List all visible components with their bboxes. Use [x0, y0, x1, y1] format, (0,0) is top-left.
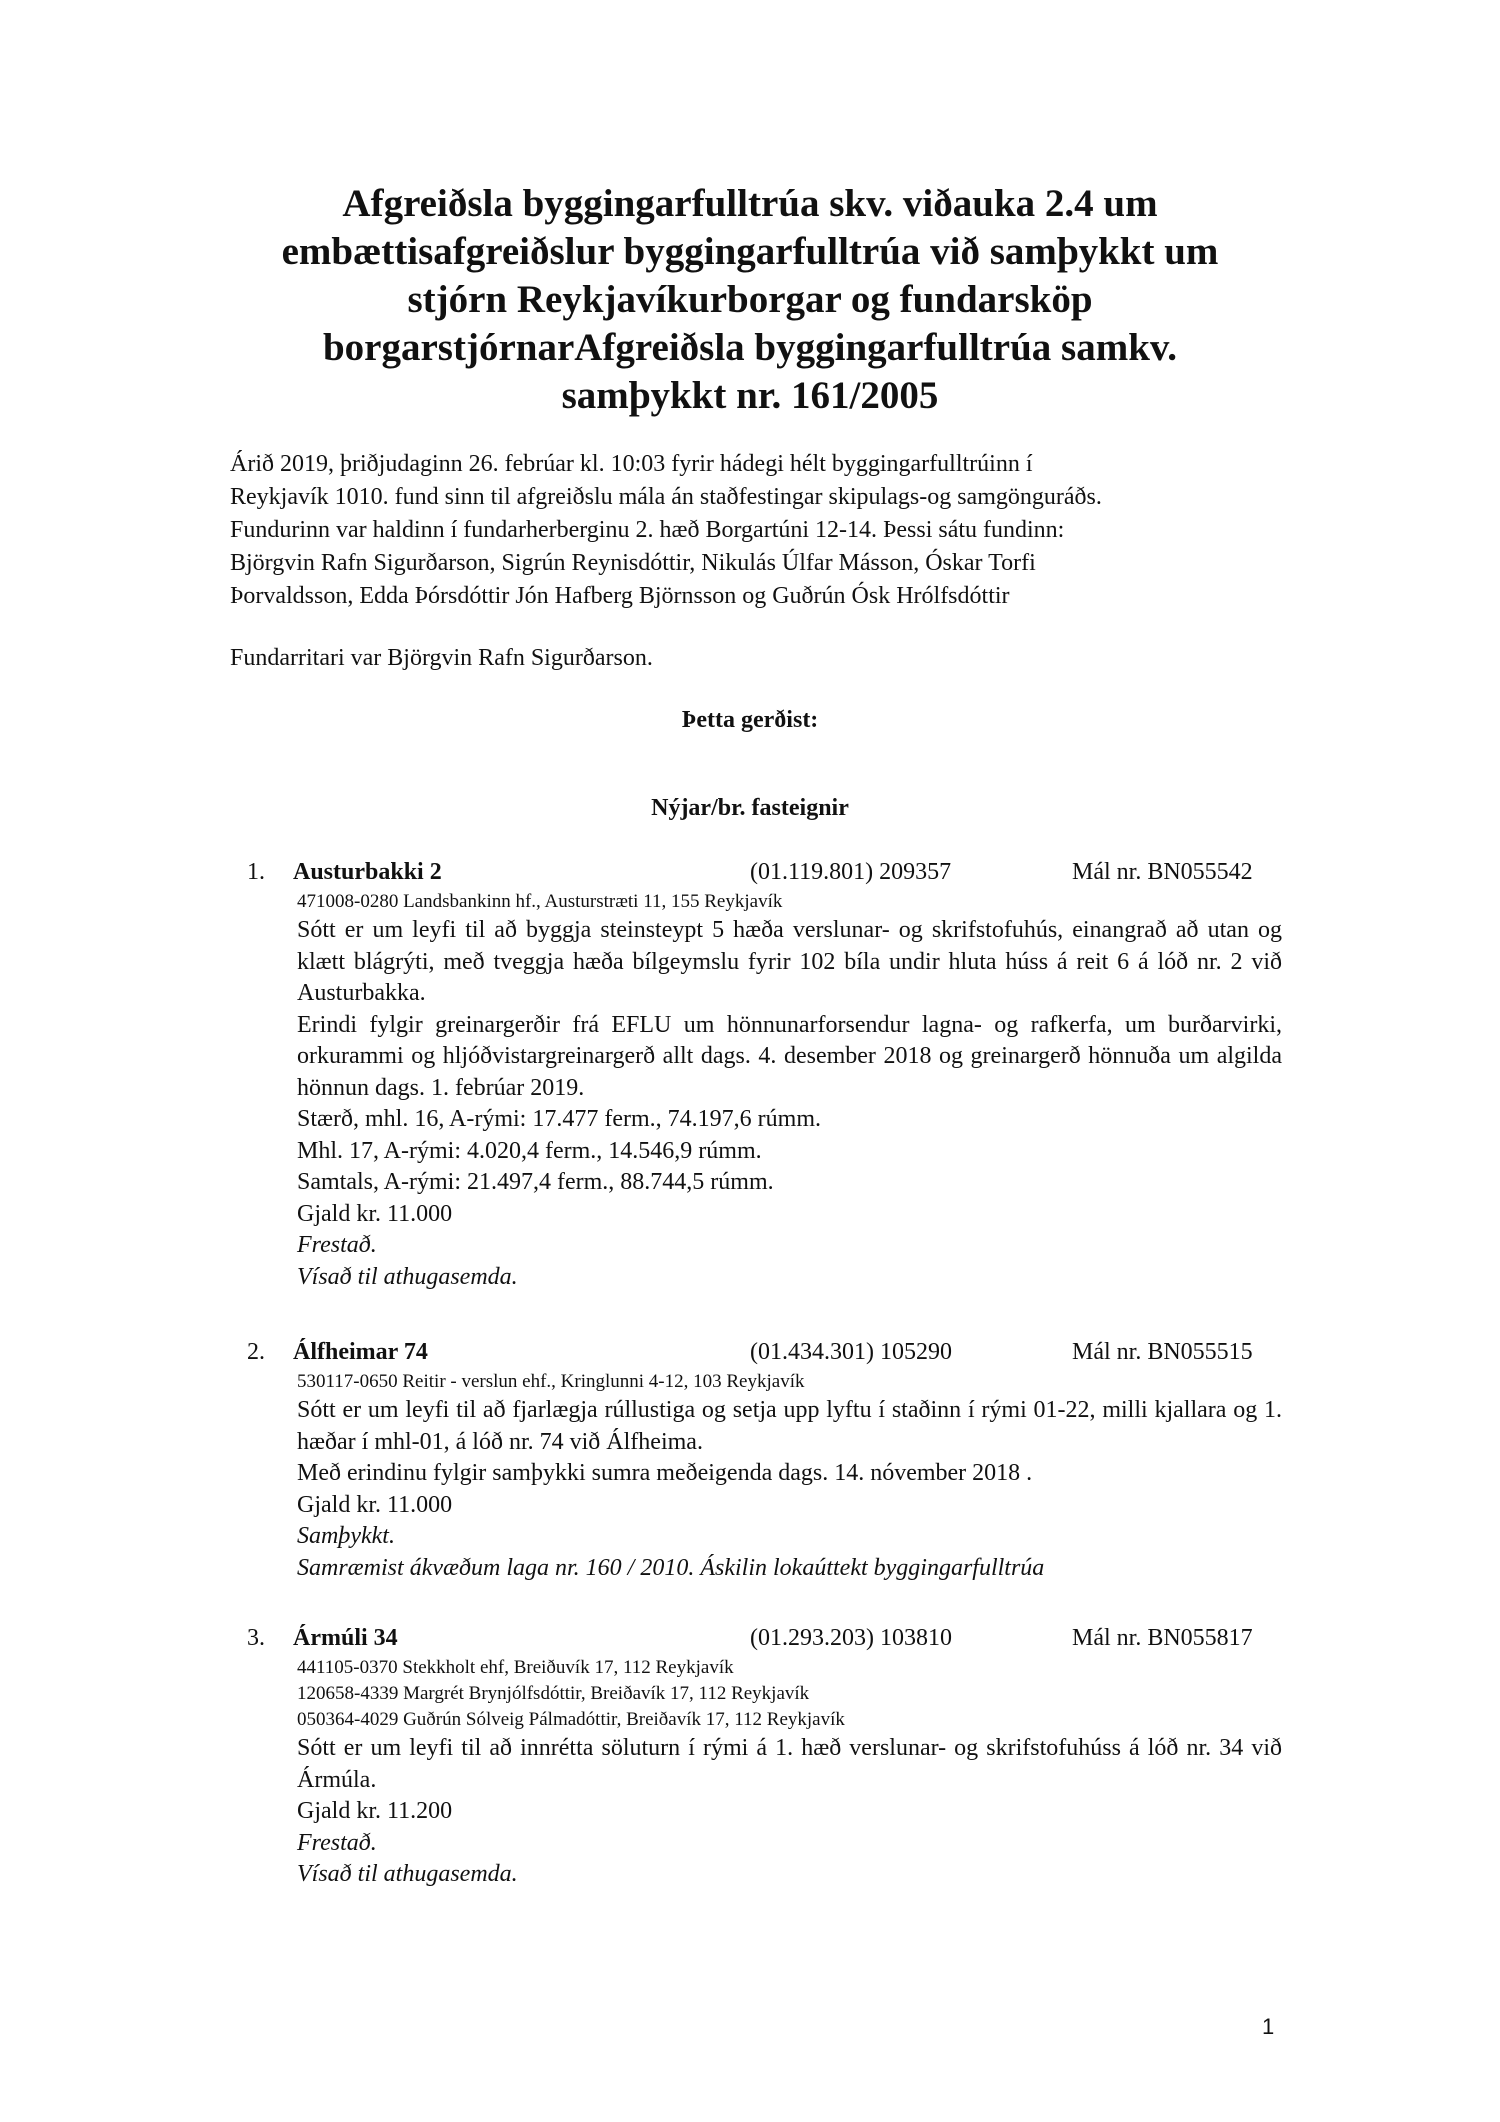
case-item [0, 856, 1500, 1293]
fee-line: Gjald kr. 11.200 [297, 1798, 453, 1824]
title-line: samþykkt nr. 161/2005 [561, 374, 939, 417]
case-body [297, 1655, 1282, 1891]
owner-line: 441105-0370 Stekkholt ehf, Breiðuvík 17, 112 Reykjavík [297, 1657, 734, 1678]
intro-line: Reykjavík 1010. fund sinn til afgreiðslu mála án staðfestingar skipulags-og samgönguráðs. [230, 484, 1102, 510]
size-line: Samtals, A-rými: 21.497,4 ferm., 88.744,5 rúmm. [297, 1169, 774, 1195]
case-reference: Mál nr. BN055817 [1072, 1625, 1253, 1651]
owner-line: 050364-4029 Guðrún Sólveig Pálmadóttir, Breiðavík 17, 112 Reykjavík [297, 1709, 845, 1730]
title-line: stjórn Reykjavíkurborgar og fundarsköp [407, 278, 1093, 321]
happened-heading: Þetta gerðist: [681, 707, 819, 733]
case-header [0, 1622, 1500, 1655]
case-description: Sótt er um leyfi til að fjarlægja rúllustiga og setja upp lyftu í staðinn í rými 01-22, milli kjallara og 1. hæðar í mhl-01, á lóð nr. 74 við Álfheima. [297, 1397, 1282, 1455]
property-name: Austurbakki 2 [293, 859, 442, 885]
decision-line: Vísað til athugasemda. [297, 1861, 518, 1887]
document-title [230, 180, 1270, 420]
land-id: (01.293.203) 103810 [750, 1625, 952, 1651]
size-line: Mhl. 17, A-rými: 4.020,4 ferm., 14.546,9 rúmm. [297, 1137, 762, 1164]
case-number: 2. [247, 1339, 265, 1365]
fee-line: Gjald kr. 11.000 [297, 1200, 453, 1227]
title-line: embættisafgreiðslur byggingarfulltrúa við samþykkt um [281, 230, 1219, 273]
property-name: Ármúli 34 [293, 1625, 398, 1651]
case-item [0, 1622, 1500, 1891]
decision-line: Samræmist ákvæðum laga nr. 160 / 2010. Áskilin lokaúttekt byggingarfulltrúa [297, 1554, 1045, 1581]
property-name: Álfheimar 74 [293, 1339, 428, 1365]
case-attachments: Erindi fylgir greinargerðir frá EFLU um hönnunarforsendur lagna- og rafkerfa, um burðarvirki, orkurammi og hljóðvistargreinargerð allt dags. 4. desember 2018 og greinargerð hönnuða um algilda hönnun dags. 1. febrúar 2019. [297, 1011, 1282, 1101]
title-line: Afgreiðsla byggingarfulltrúa skv. viðauka 2.4 um [342, 182, 1158, 225]
secretary-line: Fundarritari var Björgvin Rafn Sigurðarson. [230, 645, 653, 671]
page-number: 1 [1262, 2014, 1275, 2039]
case-description: Sótt er um leyfi til að innrétta söluturn í rými á 1. hæð verslunar- og skrifstofuhúss á lóð nr. 34 við Ármúla. [297, 1735, 1282, 1793]
decision-line: Samþykkt. [297, 1523, 395, 1549]
case-header [0, 1336, 1500, 1369]
case-number: 3. [247, 1625, 265, 1651]
intro-line: Þorvaldsson, Edda Þórsdóttir Jón Hafberg Björnsson og Guðrún Ósk Hrólfsdóttir [230, 583, 1010, 609]
decision-line: Frestað. [297, 1829, 377, 1856]
owner-line: 471008-0280 Landsbankinn hf., Austurstræti 11, 155 Reykjavík [297, 891, 783, 912]
section-heading: Nýjar/br. fasteignir [651, 795, 849, 821]
case-description: Sótt er um leyfi til að byggja steinsteypt 5 hæða verslunar- og skrifstofuhús, einangrað að utan og klætt blágrýti, með tveggja hæða bílgeymslu fyrir 102 bíla undir hluta húss á reit 6 á lóð nr. 2 við Austurbakka. [297, 917, 1282, 1006]
case-number: 1. [247, 859, 265, 885]
case-reference: Mál nr. BN055542 [1072, 859, 1253, 885]
fee-line: Gjald kr. 11.000 [297, 1491, 453, 1518]
decision-line: Vísað til athugasemda. [297, 1263, 518, 1290]
case-reference: Mál nr. BN055515 [1072, 1339, 1253, 1365]
land-id: (01.434.301) 105290 [750, 1339, 952, 1365]
meeting-intro [230, 448, 1290, 613]
intro-line: Árið 2019, þriðjudaginn 26. febrúar kl. 10:03 fyrir hádegi hélt byggingarfulltrúinn í [230, 451, 1033, 477]
owner-line: 530117-0650 Reitir - verslun ehf., Kringlunni 4-12, 103 Reykjavík [297, 1371, 805, 1392]
intro-line: Fundurinn var haldinn í fundarherberginu 2. hæð Borgartúni 12-14. Þessi sátu fundinn: [230, 517, 1065, 543]
case-header [0, 856, 1500, 889]
owner-line: 120658-4339 Margrét Brynjólfsdóttir, Breiðavík 17, 112 Reykjavík [297, 1683, 810, 1704]
case-item [0, 1336, 1500, 1584]
decision-line: Frestað. [297, 1232, 377, 1258]
case-body [297, 889, 1282, 1293]
intro-line: Björgvin Rafn Sigurðarson, Sigrún Reynisdóttir, Nikulás Úlfar Másson, Óskar Torfi [230, 550, 1036, 576]
case-attachments: Með erindinu fylgir samþykki sumra meðeigenda dags. 14. nóvember 2018 . [297, 1460, 1033, 1486]
title-line: borgarstjórnarAfgreiðsla byggingarfulltrúa samkv. [322, 326, 1177, 369]
case-body [297, 1369, 1282, 1584]
size-line: Stærð, mhl. 16, A-rými: 17.477 ferm., 74.197,6 rúmm. [297, 1106, 821, 1132]
land-id: (01.119.801) 209357 [750, 859, 952, 885]
